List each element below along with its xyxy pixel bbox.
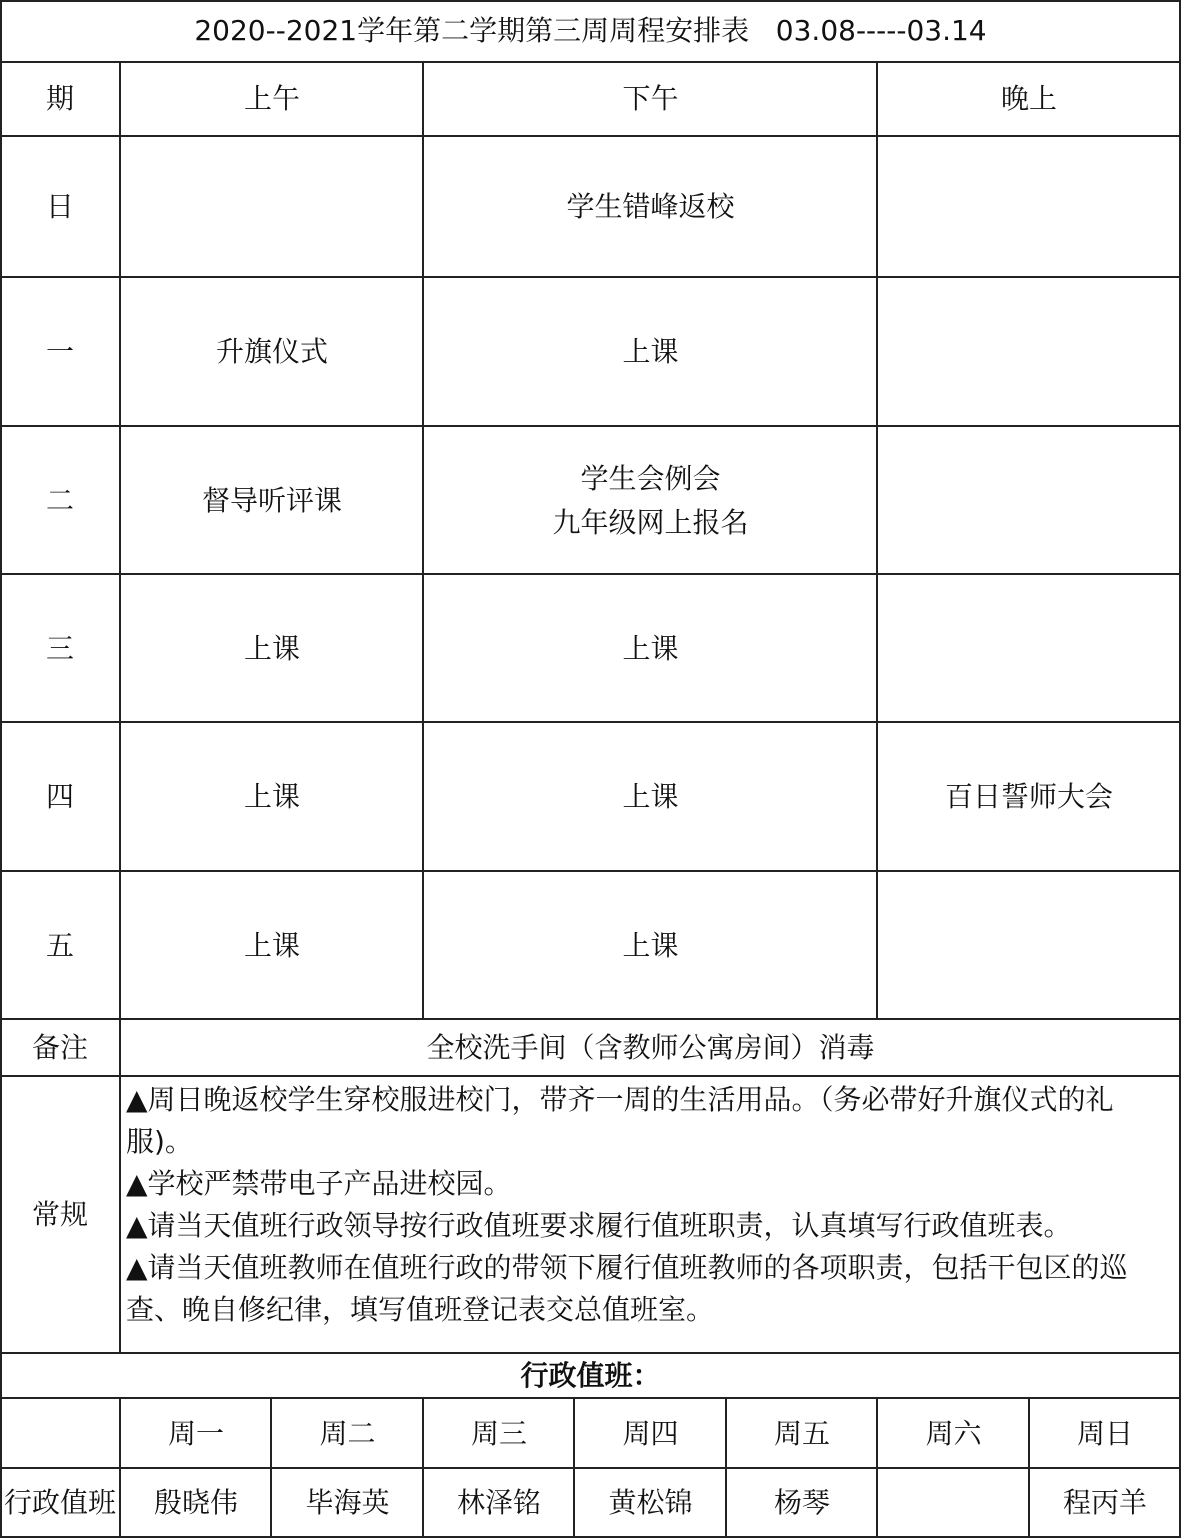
header-evening: 晚上 bbox=[1000, 82, 1057, 115]
remarks-text: 全校洗手间（含教师公寓房间）消毒 bbox=[426, 1031, 875, 1064]
afternoon-line: 上课 bbox=[622, 928, 679, 962]
header-day: 期 bbox=[45, 82, 74, 115]
routine-item: ▲请当天值班教师在值班行政的带领下履行值班教师的各项职责，包括干包区的巡查、晚自修纪律，填写值班登记表交总值班室。 bbox=[126, 1251, 1128, 1326]
day-label: 四 bbox=[45, 780, 74, 813]
morning-cell: 升旗仪式 bbox=[215, 335, 328, 368]
day-label: 日 bbox=[45, 190, 74, 223]
routine-label: 常规 bbox=[31, 1198, 88, 1231]
duty-name: 林泽铭 bbox=[456, 1486, 541, 1519]
morning-cell: 上课 bbox=[243, 928, 300, 962]
weekday-label: 周二 bbox=[319, 1416, 376, 1450]
day-label: 一 bbox=[45, 335, 74, 368]
header-afternoon: 下午 bbox=[622, 82, 679, 115]
weekday-label: 周三 bbox=[470, 1416, 527, 1450]
duty-name: 毕海英 bbox=[305, 1486, 390, 1519]
duty-name bbox=[878, 1469, 1029, 1537]
afternoon-cell bbox=[424, 427, 877, 574]
evening-cell bbox=[878, 575, 1180, 722]
evening-cell bbox=[878, 278, 1180, 426]
afternoon-line: 学生会例会 bbox=[580, 461, 721, 495]
evening-cell bbox=[878, 872, 1180, 1019]
afternoon-cell bbox=[424, 872, 877, 1019]
morning-cell bbox=[121, 137, 423, 277]
afternoon-line: 上课 bbox=[622, 335, 679, 368]
duty-heading: 行政值班： bbox=[520, 1359, 661, 1392]
morning-cell: 上课 bbox=[243, 780, 300, 813]
duty-row-label: 行政值班 bbox=[3, 1486, 116, 1519]
evening-cell bbox=[878, 137, 1180, 277]
routine-notes bbox=[126, 1079, 1174, 1331]
afternoon-cell bbox=[424, 137, 877, 277]
day-label: 二 bbox=[45, 483, 74, 517]
afternoon-line: 上课 bbox=[622, 780, 679, 813]
duty-name: 杨琴 bbox=[773, 1486, 830, 1519]
afternoon-line: 九年级网上报名 bbox=[552, 505, 749, 539]
header-morning: 上午 bbox=[243, 82, 300, 115]
weekday-label: 周日 bbox=[1076, 1416, 1133, 1450]
day-label: 三 bbox=[45, 631, 74, 665]
morning-cell: 督导听评课 bbox=[201, 483, 342, 517]
weekday-label: 周五 bbox=[773, 1416, 830, 1450]
afternoon-cell bbox=[424, 723, 877, 871]
morning-cell: 上课 bbox=[243, 631, 300, 665]
weekday-label: 周一 bbox=[167, 1416, 224, 1450]
weekday-label: 周六 bbox=[925, 1416, 982, 1450]
afternoon-cell bbox=[424, 575, 877, 722]
routine-item: ▲请当天值班行政领导按行政值班要求履行值班职责，认真填写行政值班表。 bbox=[126, 1209, 1072, 1242]
day-label: 五 bbox=[45, 928, 74, 962]
duty-name: 殷晓伟 bbox=[153, 1486, 238, 1519]
routine-item: ▲周日晚返校学生穿校服进校门，带齐一周的生活用品。（务必带好升旗仪式的礼服)。 bbox=[126, 1083, 1114, 1158]
duty-name: 黄松锦 bbox=[608, 1486, 693, 1519]
routine-item: ▲学校严禁带电子产品进校园。 bbox=[126, 1167, 512, 1200]
page-title: 2020--2021学年第二学期第三周周程安排表 03.08-----03.14 bbox=[194, 14, 987, 47]
evening-cell: 百日誓师大会 bbox=[944, 780, 1113, 813]
remarks-label: 备注 bbox=[31, 1031, 88, 1064]
afternoon-cell bbox=[424, 278, 877, 426]
weekday-label: 周四 bbox=[622, 1416, 679, 1450]
afternoon-line: 学生错峰返校 bbox=[566, 190, 735, 223]
afternoon-line: 上课 bbox=[622, 631, 679, 665]
duty-name: 程丙羊 bbox=[1062, 1486, 1147, 1519]
evening-cell bbox=[878, 427, 1180, 574]
